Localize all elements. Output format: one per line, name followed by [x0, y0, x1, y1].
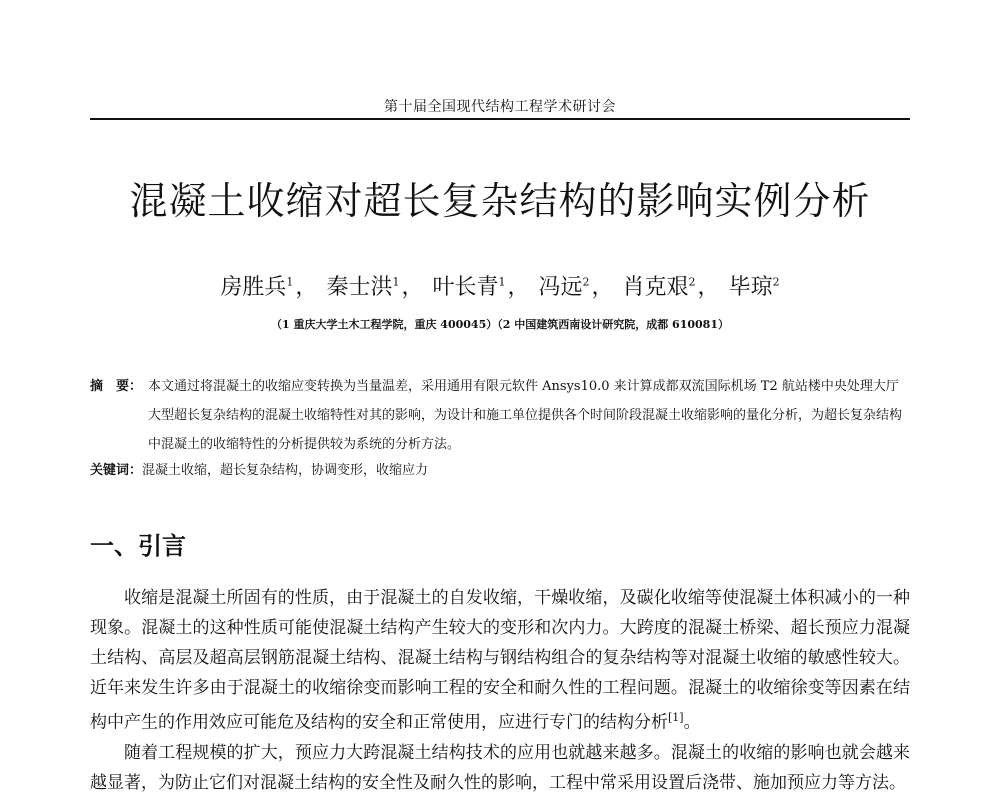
paragraph	[90, 583, 910, 738]
author-separator: ，	[591, 275, 614, 300]
author-name: 冯远	[538, 275, 583, 300]
section-heading-introduction: 一、引言	[90, 532, 186, 560]
header-rule	[90, 118, 910, 120]
paragraph: 随着工程规模的扩大，预应力大跨混凝土结构技术的应用也就越来越多。混凝土的收缩的影响也就会越来越显著，为防止它们对混凝土结构的安全性及耐久性的影响，工程中常采用设置后浇带、施加预应力等方法。	[90, 742, 910, 793]
author-affiliation-mark: 1	[392, 275, 400, 289]
author-name: 房胜兵	[220, 275, 287, 300]
keywords-label: 关键词：	[90, 463, 143, 478]
author-name: 毕琼	[728, 275, 773, 300]
keywords	[90, 459, 910, 478]
abstract-label: 摘 要：	[90, 379, 143, 394]
paper-title: 混凝土收缩对超长复杂结构的影响实例分析	[129, 179, 871, 223]
author-separator: ，	[295, 275, 318, 300]
author-name: 叶长青	[432, 275, 499, 300]
keywords-text: 混凝土收缩，超长复杂结构，协调变形，收缩应力	[142, 463, 429, 478]
citation-mark: [1]	[668, 711, 684, 724]
author-affiliation-mark: 1	[498, 275, 506, 289]
author-affiliation-mark: 2	[582, 275, 590, 289]
abstract-text: 本文通过将混凝土的收缩应变转换为当量温差，采用通用有限元软件 Ansys10.0 来计算成都双流国际机场 T2 航站楼中央处理大厅大型超长复杂结构的混凝土收缩特性对其的影响，为设计和施工单位提供各个时间阶段混凝土收缩影响的量化分析，为超长复杂结构中混凝土的收缩特性的分析提供较为系统的分析方法。	[148, 379, 903, 452]
author-separator: ，	[401, 275, 424, 300]
author-affiliation-mark: 2	[688, 275, 696, 289]
author-separator: ，	[697, 275, 720, 300]
introduction-body	[90, 583, 910, 798]
author-affiliation-mark: 2	[772, 275, 780, 289]
affiliations: （1 重庆大学土木工程学院，重庆 400045）（2 中国建筑西南设计研究院，成都 610081）	[271, 318, 729, 331]
author-name: 肖克艰	[622, 275, 689, 300]
abstract	[90, 372, 910, 459]
author-separator: ，	[507, 275, 530, 300]
paragraph-text: 收缩是混凝土所固有的性质，由于混凝土的自发收缩，干燥收缩，及碳化收缩等使混凝土体积减小的一种现象。混凝土的这种性质可能使混凝土结构产生较大的变形和次内力。大跨度的混凝土桥梁、超长预应力混凝土结构、高层及超高层钢筋混凝土结构、混凝土结构与钢结构组合的复杂结构等对混凝土收缩的敏感性较大。近年来发生许多由于混凝土的收缩徐变而影响工程的安全和耐久性的工程问题。混凝土的收缩徐变等因素在结构中产生的作用效应可能危及结构的安全和正常使用，应进行专门的结构分析	[90, 588, 910, 733]
paragraph-end: 。	[683, 712, 701, 733]
author-affiliation-mark: 1	[286, 275, 294, 289]
author-name: 秦士洪	[326, 275, 393, 300]
conference-header: 第十届全国现代结构工程学术研讨会	[384, 99, 616, 115]
author-list	[90, 270, 910, 301]
